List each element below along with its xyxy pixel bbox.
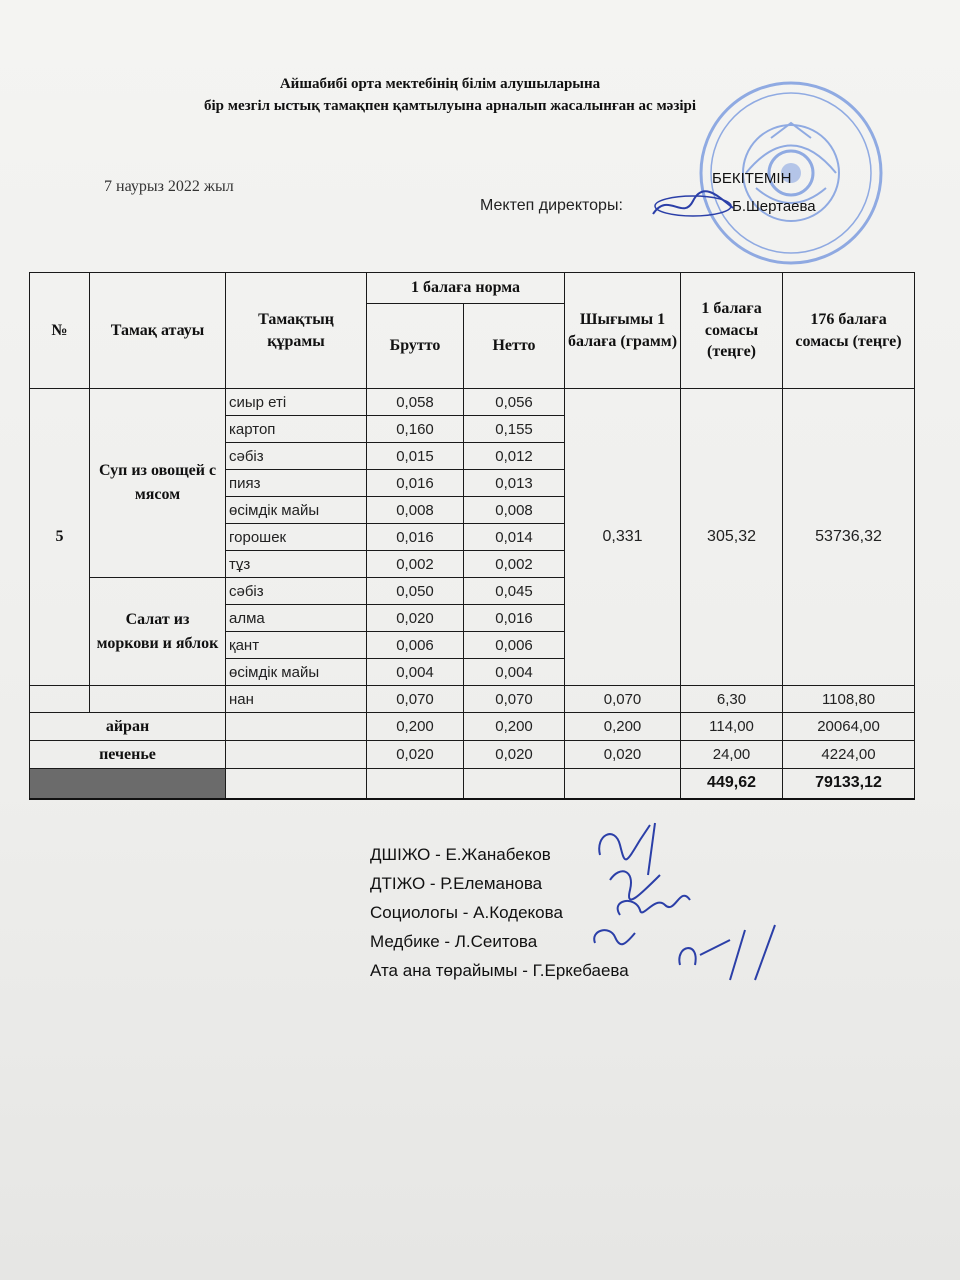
header-sum-one: 1 балаға сомасы (теңге) (681, 273, 783, 389)
brutto-value: 0,006 (367, 632, 464, 659)
sum-all-value: 1108,80 (783, 686, 915, 713)
brutto-value: 0,016 (367, 524, 464, 551)
title-line-1: Айшабибі орта мектебінің білім алушыларына (279, 76, 601, 92)
brutto-value: 0,004 (367, 659, 464, 686)
empty-cell (226, 713, 367, 741)
brutto-value: 0,160 (367, 416, 464, 443)
table-row (30, 741, 915, 769)
brutto-value: 0,008 (367, 497, 464, 524)
header-num: № (30, 273, 90, 389)
consumption-value: 0,070 (565, 686, 681, 713)
approval-label: БЕКІТЕМІН (712, 170, 792, 187)
brutto-value: 0,070 (367, 686, 464, 713)
netto-value: 0,006 (464, 632, 565, 659)
empty-cell (565, 769, 681, 799)
menu-table (29, 272, 915, 800)
sum-one-value: 24,00 (681, 741, 783, 769)
dish-name-salad: Салат из моркови и яблок (90, 578, 226, 686)
row-number: 5 (30, 389, 90, 686)
table-row (30, 686, 915, 713)
total-sum-one: 449,62 (681, 769, 783, 799)
ingredient-name: алма (226, 605, 367, 632)
ingredient-name: сәбіз (226, 443, 367, 470)
consumption-value: 0,020 (565, 741, 681, 769)
dish-name-soup: Суп из овощей с мясом (90, 389, 226, 578)
brutto-value: 0,020 (367, 605, 464, 632)
empty-cell (367, 769, 464, 799)
item-name-ayran: айран (30, 713, 226, 741)
netto-value: 0,200 (464, 713, 565, 741)
total-sum-all: 79133,12 (783, 769, 915, 799)
header-norm: 1 балаға норма (367, 273, 565, 304)
sum-all-value: 4224,00 (783, 741, 915, 769)
netto-value: 0,013 (464, 470, 565, 497)
netto-value: 0,012 (464, 443, 565, 470)
sum-one-value: 6,30 (681, 686, 783, 713)
brutto-value: 0,016 (367, 470, 464, 497)
netto-value: 0,056 (464, 389, 565, 416)
netto-value: 0,014 (464, 524, 565, 551)
signer-line: Ата ана төрайымы - Г.Еркебаева (370, 961, 629, 980)
table-row (30, 713, 915, 741)
brutto-value: 0,002 (367, 551, 464, 578)
header-sum-all: 176 балаға сомасы (теңге) (783, 273, 915, 389)
director-name: Б.Шертаева (732, 198, 816, 215)
empty-cell (464, 769, 565, 799)
ingredient-name: өсімдік майы (226, 659, 367, 686)
brutto-value: 0,200 (367, 713, 464, 741)
netto-value: 0,004 (464, 659, 565, 686)
group-consumption: 0,331 (565, 389, 681, 686)
ingredient-name: пияз (226, 470, 367, 497)
header-netto: Нетто (464, 304, 565, 389)
netto-value: 0,002 (464, 551, 565, 578)
netto-value: 0,070 (464, 686, 565, 713)
shaded-cell (30, 769, 226, 799)
table-row (30, 389, 915, 416)
signer-line: Социологы - А.Кодекова (370, 903, 563, 922)
group-sum-one: 305,32 (681, 389, 783, 686)
ingredient-name: сиыр еті (226, 389, 367, 416)
handwritten-signatures (580, 815, 840, 995)
sum-all-value: 20064,00 (783, 713, 915, 741)
ingredient-name: горошек (226, 524, 367, 551)
director-signature (648, 186, 738, 226)
netto-value: 0,016 (464, 605, 565, 632)
header-consumption: Шығымы 1 балаға (грамм) (565, 273, 681, 389)
total-row (30, 769, 915, 799)
signer-line: ДШІЖО - Е.Жанабеков (370, 845, 551, 864)
signer-line: ДТІЖО - Р.Елеманова (370, 874, 543, 893)
brutto-value: 0,058 (367, 389, 464, 416)
ingredient-name: қант (226, 632, 367, 659)
netto-value: 0,155 (464, 416, 565, 443)
brutto-value: 0,015 (367, 443, 464, 470)
sum-one-value: 114,00 (681, 713, 783, 741)
consumption-value: 0,200 (565, 713, 681, 741)
header-composition: Тамақтың құрамы (226, 273, 367, 389)
netto-value: 0,008 (464, 497, 565, 524)
ingredient-name: өсімдік майы (226, 497, 367, 524)
ingredient-name: сәбіз (226, 578, 367, 605)
header-dish: Тамақ атауы (90, 273, 226, 389)
ingredient-name: нан (226, 686, 367, 713)
netto-value: 0,045 (464, 578, 565, 605)
netto-value: 0,020 (464, 741, 565, 769)
item-name-cookies: печенье (30, 741, 226, 769)
brutto-value: 0,020 (367, 741, 464, 769)
ingredient-name: тұз (226, 551, 367, 578)
empty-cell (226, 741, 367, 769)
empty-cell (226, 769, 367, 799)
header-brutto: Брутто (367, 304, 464, 389)
signer-line: Медбике - Л.Сеитова (370, 932, 538, 951)
ingredient-name: картоп (226, 416, 367, 443)
empty-cell (90, 686, 226, 713)
group-sum-all: 53736,32 (783, 389, 915, 686)
document-date: 7 наурыз 2022 жыл (104, 178, 234, 195)
director-label: Мектеп директоры: (480, 197, 623, 214)
empty-cell (30, 686, 90, 713)
title-line-2: бір мезгіл ыстық тамақпен қамтылуына арналып жасалынған ас мәзірі (203, 98, 697, 114)
brutto-value: 0,050 (367, 578, 464, 605)
